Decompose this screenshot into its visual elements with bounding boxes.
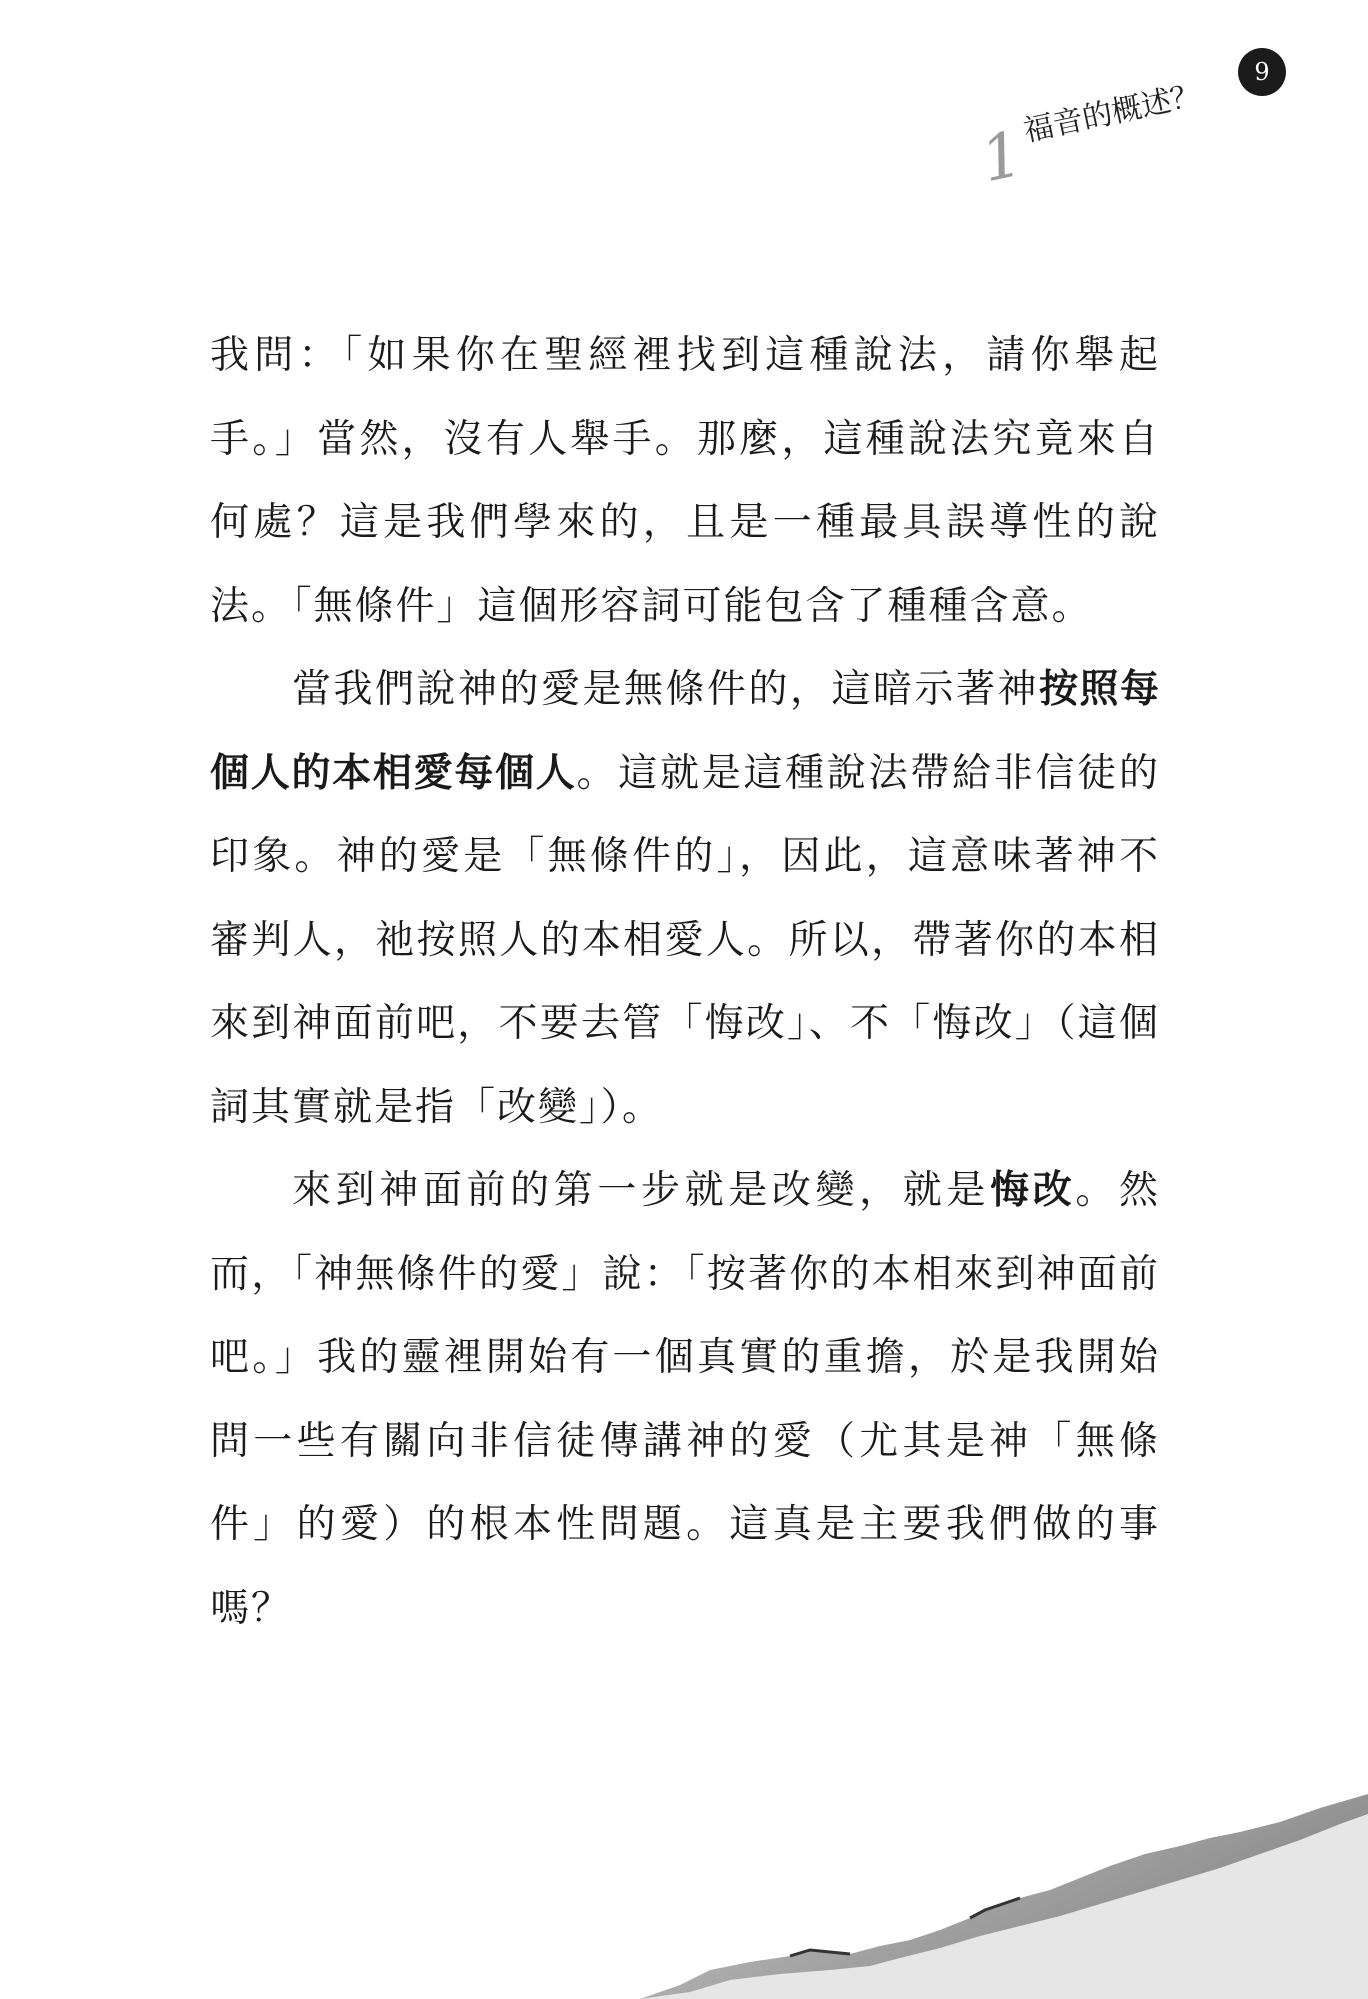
paragraph-2: 當我們說神的愛是無條件的，這暗示著神按照每個人的本相愛每個人。這就是這種說法帶給非信徒的印象。神的愛是「無條件的」，因此，這意味著神不審判人，祂按照人的本相愛人。所以，帶著你的本相來到神面前吧，不要去管「悔改」、不「悔改」（這個詞其實就是指「改變」）。 — [210, 667, 1160, 1130]
emphasis-text: 悔改 — [990, 1168, 1076, 1213]
paragraph-1: 我問：「如果你在聖經裡找到這種說法，請你舉起手。」當然，沒有人舉手。那麼，這種說法究竟來自何處？這是我們學來的，且是一種最具誤導性的說法。「無條件」這個形容詞可能包含了種種含意。 — [210, 333, 1160, 629]
chapter-title: 福音的概述？ — [1020, 77, 1204, 150]
page-number-badge — [1238, 48, 1286, 96]
chapter-number: 1 — [974, 116, 1029, 197]
emphasis-text: 按照每個人的本相愛每個人 — [210, 667, 1160, 796]
page-number: 9 — [1254, 58, 1270, 86]
body-text — [210, 314, 1160, 1650]
paragraph-3: 來到神面前的第一步就是改變，就是悔改。然而，「神無條件的愛」說：「按著你的本相來到神面前吧。」我的靈裡開始有一個真實的重擔，於是我開始問一些有關向非信徒傳講神的愛（尤其是神「無條件」的愛）的根本性問題。這真是主要我們做的事嗎？ — [210, 1168, 1160, 1631]
torn-paper-decoration — [640, 1780, 1368, 1999]
